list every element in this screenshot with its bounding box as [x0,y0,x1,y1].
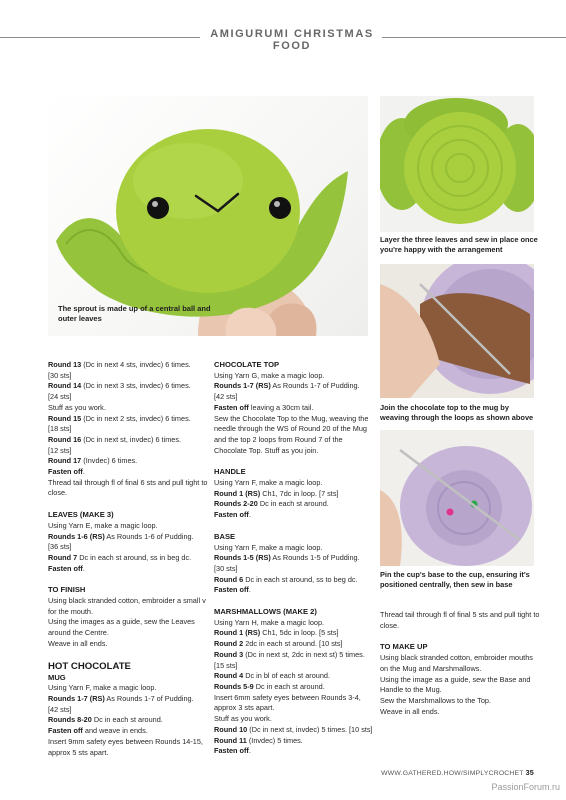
section-title: AMIGURUMI CHRISTMAS FOOD [210,28,374,52]
chocolate-top-photo [380,264,534,398]
chocolate-top-illustration [380,264,534,398]
pattern-column-1: Round 13 (Dc in next 4 sts, invdec) 6 times. [30 sts] Round 14 (Dc in next 3 sts, invdec) 6 times. [24 sts] Stuff as you work. Round 15 (Dc in next 2 sts, invdec) 6 times. [18 sts] Round 16 (Dc in next st, invdec) 6 times. [12 sts] Round 17 (Invdec) 6 times. Fasten off. Thread tail through fl of final 6 sts and pull tight to close. LEAVES (MAKE 3) Using Yarn E, make a magic loop. Rounds 1-6 (RS) As Rounds 1-6 of Pudding. [36 sts] Round 7 Dc in each st around, ss in beg dc. Fasten off. TO FINISH Using black stranded cotton, embroider a small v for the mouth. Using the images as a guide, sew the Leaves around the Centre. Weave in all ends. HOT CHOCOLATE MUG Using Yarn F, make a magic loop. Rounds 1-7 (RS) As Rounds 1-7 of Pudding. [42 sts] Rounds 8-20 Dc in each st around. Fasten off and weave in ends. Insert 9mm safety eyes between Rounds 14-15, approx 5 sts apart. [48,360,208,757]
mug-heading: MUG [48,672,66,682]
page-footer [380,768,534,777]
leaves-photo-caption: Layer the three leaves and sew in place once you're happy with the arrangement [380,235,538,254]
page-number: 35 [525,768,534,777]
chocolate-top-caption: Join the chocolate top to the mug by weaving through the loops as shown above [380,403,534,422]
cup-base-caption: Pin the cup's base to the cup, ensuring it's positioned centrally, then sew in base [380,570,530,589]
cup-base-illustration [380,430,534,566]
footer-url: WWW.GATHERED.HOW/SIMPLYCROCHET [381,770,524,777]
page-header [0,28,566,52]
header-rule-right [382,37,566,38]
header-rule-left [0,37,200,38]
hot-chocolate-heading: HOT CHOCOLATE [48,660,131,672]
leaves-heading: LEAVES (MAKE 3) [48,510,114,520]
sprout-photo [48,96,368,336]
leaves-photo [380,96,534,232]
chocolate-top-heading: CHOCOLATE TOP [214,360,280,369]
pattern-column-3: Thread tail through fl of final 5 sts and pull tight to close. TO MAKE UP Using black stranded cotton, embroider mouths on the Mug and Marshmallows. Using the image as a guide, sew the Base and Handle to the Mug. Sew the Marshmallows to the Top. Weave in all ends. [380,610,540,716]
make-up-heading: TO MAKE UP [380,642,428,652]
marshmallows-heading: MARSHMALLOWS (MAKE 2) [214,607,317,617]
pattern-column-2: CHOCOLATE TOP Using Yarn G, make a magic loop. Rounds 1-7 (RS) As Rounds 1-7 of Pudding. [42 sts] Fasten off leaving a 30cm tail. Sew the Chocolate Top to the Mug, weaving the needle through the WS of Round 20 of the Mug and the top 2 loops from Round 7 of the Chocolate Top. Stuff as you join. HANDLE Using Yarn F, make a magic loop. Round 1 (RS) Ch1, 7dc in loop. [7 sts] Rounds 2-20 Dc in each st around. Fasten off. BASE Using Yarn F, make a magic loop. Rounds 1-5 (RS) As Rounds 1-5 of Pudding. [30 sts] Round 6 Dc in each st around, ss to beg dc. Fasten off. MARSHMALLOWS (MAKE 2) Using Yarn H, make a magic loop. Round 1 (RS) Ch1, 5dc in loop. [5 sts] Round 2 2dc in each st around. [10 sts] Round 3 (Dc in next st, 2dc in next st) 5 times. [15 sts] Round 4 Dc in bl of each st around. Rounds 5-9 Dc in each st around. Insert 6mm safety eyes between Rounds 3-4, approx 3 sts apart. Stuff as you work. Round 10 (Dc in next st, invdec) 5 times. [10 sts] Round 11 (Invdec) 5 times. Fasten off. [214,360,373,756]
cup-base-photo [380,430,534,566]
finish-heading: TO FINISH [48,585,86,595]
leaves-illustration [380,96,534,232]
sprout-illustration [48,96,368,336]
base-heading: BASE [214,531,236,541]
handle-heading: HANDLE [214,467,246,477]
watermark: PassionForum.ru [491,782,560,792]
sprout-photo-caption: The sprout is made up of a central ball and outer leaves [58,304,211,323]
